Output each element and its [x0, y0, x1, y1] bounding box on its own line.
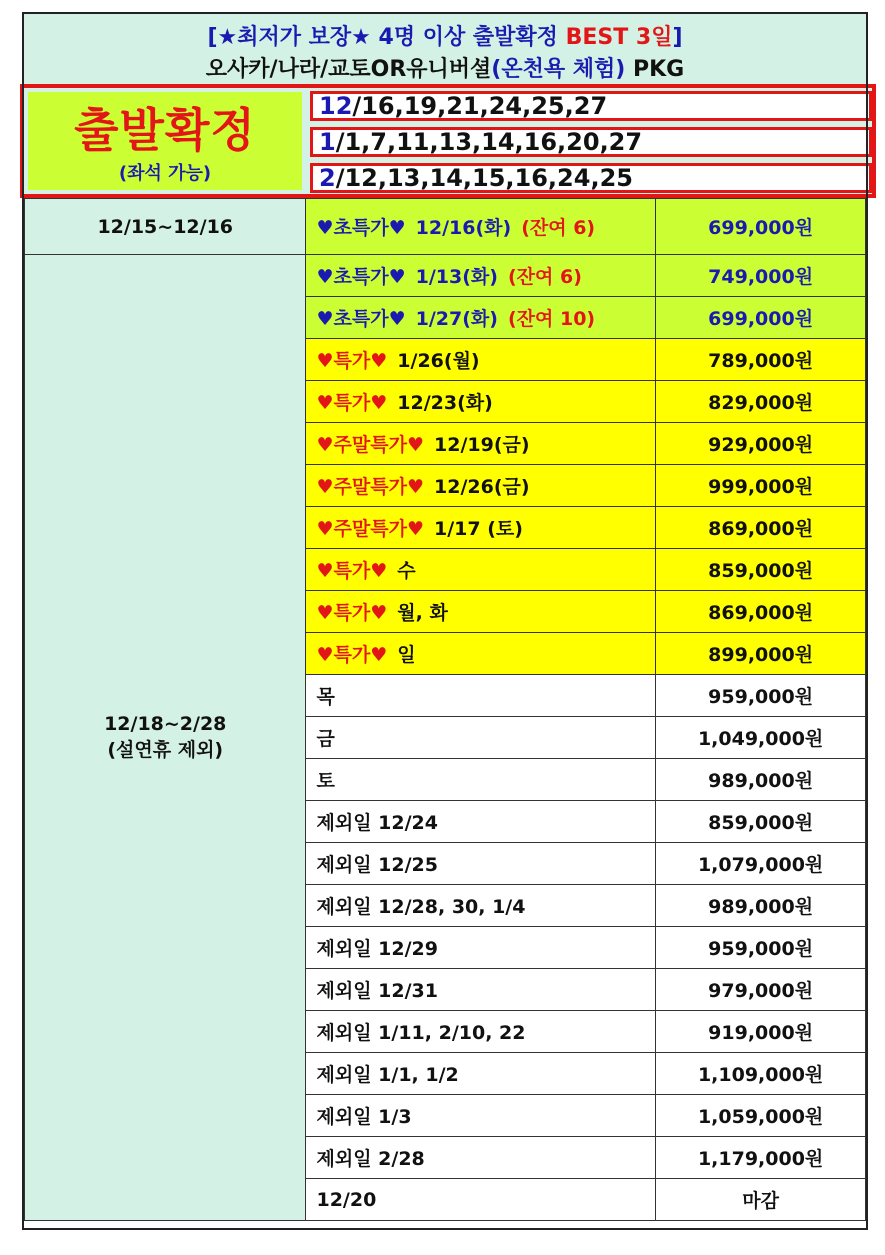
- deal-tag: 특가: [333, 644, 371, 666]
- heart-icon: ♥: [406, 476, 424, 498]
- departure-date: 1/27(화): [415, 308, 498, 330]
- price-value: 999,000원: [708, 476, 814, 498]
- departure-date: 12/19(금): [434, 434, 530, 456]
- departure-date: 금: [316, 728, 335, 750]
- deal-tag: 주말특가: [333, 434, 407, 456]
- heart-icon: ♥: [370, 644, 388, 666]
- heart-icon: ♥: [316, 560, 334, 582]
- price-value: 979,000원: [708, 980, 814, 1002]
- departure-date: 12/20: [316, 1188, 377, 1211]
- deal-tag: 특가: [333, 392, 371, 414]
- price-value: 1,079,000원: [697, 854, 824, 876]
- heart-icon: ♥: [370, 560, 388, 582]
- day-list: /16,19,21,24,25,27: [352, 92, 608, 120]
- price-value: 989,000원: [708, 896, 814, 918]
- deal-tag: 특가: [333, 350, 371, 372]
- heart-icon: ♥: [316, 392, 334, 414]
- period-label: 12/15~12/16: [97, 215, 234, 238]
- heart-icon: ♥: [316, 308, 334, 330]
- heart-icon: ♥: [316, 266, 334, 288]
- heart-icon: ♥: [316, 350, 334, 372]
- departure-date: 제외일 12/24: [316, 812, 438, 834]
- departure-date: 제외일 2/28: [316, 1148, 425, 1170]
- price-value: 859,000원: [708, 560, 814, 582]
- departure-date: 제외일 12/28, 30, 1/4: [316, 896, 526, 918]
- period-note: (설연휴 제외): [107, 739, 224, 761]
- heart-icon: ♥: [316, 434, 334, 456]
- header-subtitle-pkg: PKG: [625, 57, 685, 82]
- heart-icon: ♥: [316, 217, 334, 239]
- price-value: 1,109,000원: [697, 1064, 824, 1086]
- heart-icon: ♥: [370, 392, 388, 414]
- price-value: 869,000원: [708, 602, 814, 624]
- deal-tag: 주말특가: [333, 476, 407, 498]
- departure-date: 제외일 1/3: [316, 1106, 412, 1128]
- price-value: 899,000원: [708, 644, 814, 666]
- price-value: 869,000원: [708, 518, 814, 540]
- month-label: 1: [319, 128, 336, 156]
- header-subtitle-cities: 오사카/나라/교토OR유니버셜: [205, 57, 492, 82]
- departure-date: 12/26(금): [434, 476, 530, 498]
- price-value: 959,000원: [708, 686, 814, 708]
- departure-date: 목: [316, 686, 335, 708]
- month-label: 12: [319, 92, 353, 120]
- heart-icon: ♥: [388, 266, 406, 288]
- day-list: /12,13,14,15,16,24,25: [335, 164, 633, 192]
- price-value: 699,000원: [708, 308, 814, 330]
- confirmed-title: 출발확정: [74, 103, 256, 157]
- header-title-bracket: ]: [672, 25, 683, 50]
- price-value: 929,000원: [708, 434, 814, 456]
- price-value: 989,000원: [708, 770, 814, 792]
- heart-icon: ♥: [316, 518, 334, 540]
- price-value: 699,000원: [708, 217, 814, 239]
- heart-icon: ♥: [370, 602, 388, 624]
- seats-remaining: (잔여 6): [507, 266, 582, 288]
- departure-date: 제외일 12/29: [316, 938, 438, 960]
- heart-icon: ♥: [388, 308, 406, 330]
- departure-date: 토: [316, 770, 335, 792]
- departure-date: 제외일 12/31: [316, 980, 438, 1002]
- heart-icon: ♥: [370, 350, 388, 372]
- deal-tag: 특가: [333, 560, 371, 582]
- price-value: 919,000원: [708, 1022, 814, 1044]
- heart-icon: ♥: [406, 434, 424, 456]
- heart-icon: ♥: [316, 602, 334, 624]
- departure-date: 일: [397, 644, 416, 666]
- price-value: 마감: [742, 1190, 779, 1212]
- deal-tag: 초특가: [333, 308, 389, 330]
- price-value: 829,000원: [708, 392, 814, 414]
- deal-tag: 초특가: [333, 266, 389, 288]
- deal-tag: 특가: [333, 602, 371, 624]
- price-value: 859,000원: [708, 812, 814, 834]
- heart-icon: ♥: [388, 217, 406, 239]
- price-value: 959,000원: [708, 938, 814, 960]
- price-value: 1,179,000원: [697, 1148, 824, 1170]
- departure-date: 1/13(화): [415, 266, 498, 288]
- price-value: 1,059,000원: [697, 1106, 824, 1128]
- confirmed-subtitle: (좌석 가능): [118, 163, 212, 184]
- seats-remaining: (잔여 6): [521, 217, 596, 239]
- period-label: 12/18~2/28: [104, 713, 227, 735]
- departure-date: 제외일 12/25: [316, 854, 438, 876]
- header-subtitle-onsen: (온천욕 체험): [491, 57, 626, 82]
- departure-date: 12/16(화): [415, 217, 512, 239]
- deal-tag: 주말특가: [333, 518, 407, 540]
- header-title-best: BEST 3일: [565, 25, 673, 50]
- departure-date: 월, 화: [397, 602, 448, 624]
- heart-icon: ♥: [316, 476, 334, 498]
- price-value: 749,000원: [708, 266, 814, 288]
- price-value: 789,000원: [708, 350, 814, 372]
- departure-date: 1/26(월): [397, 350, 480, 372]
- deal-tag: 초특가: [333, 217, 389, 239]
- departure-date: 12/23(화): [397, 392, 493, 414]
- departure-date: 1/17 (토): [434, 518, 523, 540]
- heart-icon: ♥: [406, 518, 424, 540]
- seats-remaining: (잔여 10): [507, 308, 596, 330]
- departure-date: 제외일 1/1, 1/2: [316, 1064, 459, 1086]
- departure-date: 제외일 1/11, 2/10, 22: [316, 1022, 526, 1044]
- heart-icon: ♥: [316, 644, 334, 666]
- price-value: 1,049,000원: [697, 728, 824, 750]
- header-title-main: [★최저가 보장★ 4명 이상 출발확정: [207, 25, 566, 50]
- page-frame: [22, 12, 868, 1230]
- day-list: /1,7,11,13,14,16,20,27: [335, 128, 643, 156]
- month-label: 2: [319, 164, 336, 192]
- departure-date: 수: [397, 560, 416, 582]
